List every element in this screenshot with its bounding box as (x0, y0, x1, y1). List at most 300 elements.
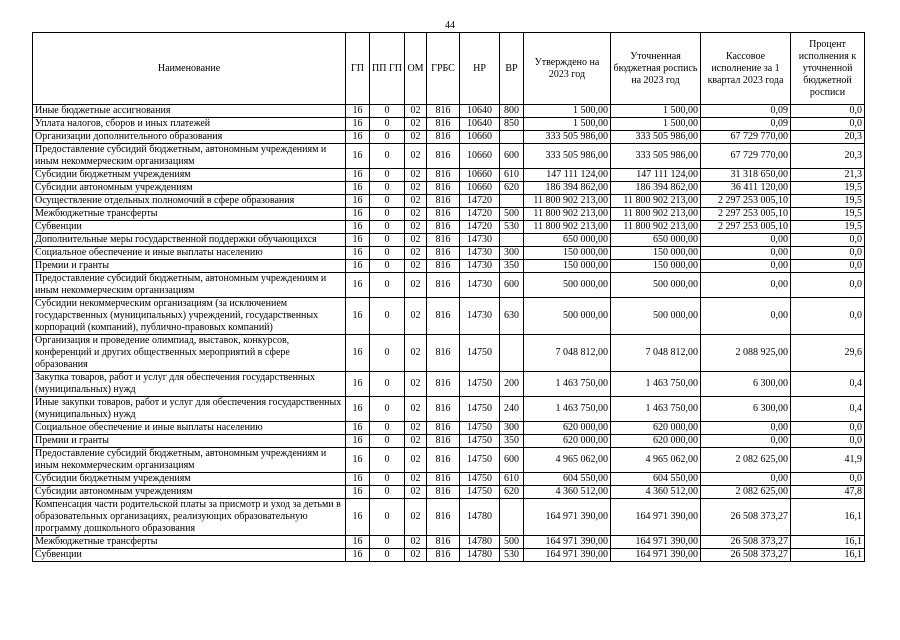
cell-name: Субсидии автономным учреждениям (33, 182, 346, 195)
cell-approved: 150 000,00 (524, 247, 611, 260)
table-row (33, 473, 865, 486)
cell-grbs: 816 (427, 473, 460, 486)
cell-name: Социальное обеспечение и иные выплаты населению (33, 247, 346, 260)
cell-cash: 0,00 (701, 247, 791, 260)
col-header-np: НР (460, 33, 500, 105)
budget-table (32, 32, 865, 562)
cell-gp: 16 (346, 499, 370, 536)
cell-ppgp: 0 (370, 549, 405, 562)
cell-gp: 16 (346, 234, 370, 247)
cell-name: Осуществление отдельных полномочий в сфере образования (33, 195, 346, 208)
cell-ppgp: 0 (370, 221, 405, 234)
cell-gp: 16 (346, 335, 370, 372)
cell-np: 14780 (460, 536, 500, 549)
cell-approved: 164 971 390,00 (524, 536, 611, 549)
cell-percent: 19,5 (791, 208, 865, 221)
cell-approved: 150 000,00 (524, 260, 611, 273)
cell-vr (500, 131, 524, 144)
cell-cash: 26 508 373,27 (701, 536, 791, 549)
cell-om: 02 (405, 221, 427, 234)
cell-ppgp: 0 (370, 247, 405, 260)
cell-name: Субсидии бюджетным учреждениям (33, 473, 346, 486)
cell-grbs: 816 (427, 486, 460, 499)
cell-grbs: 816 (427, 131, 460, 144)
cell-percent: 0,0 (791, 422, 865, 435)
cell-approved: 1 463 750,00 (524, 397, 611, 422)
cell-cash: 0,00 (701, 260, 791, 273)
table-row (33, 397, 865, 422)
table-row (33, 208, 865, 221)
cell-approved: 11 800 902 213,00 (524, 195, 611, 208)
cell-percent: 0,0 (791, 105, 865, 118)
cell-grbs: 816 (427, 169, 460, 182)
cell-approved: 1 500,00 (524, 118, 611, 131)
cell-grbs: 816 (427, 208, 460, 221)
cell-vr: 630 (500, 298, 524, 335)
cell-approved: 620 000,00 (524, 422, 611, 435)
cell-approved: 1 500,00 (524, 105, 611, 118)
cell-refined: 650 000,00 (611, 234, 701, 247)
cell-om: 02 (405, 273, 427, 298)
cell-approved: 604 550,00 (524, 473, 611, 486)
cell-refined: 150 000,00 (611, 247, 701, 260)
cell-percent: 20,3 (791, 144, 865, 169)
cell-refined: 333 505 986,00 (611, 144, 701, 169)
cell-name: Иные закупки товаров, работ и услуг для обеспечения государственных (муниципальных) нужд (33, 397, 346, 422)
cell-om: 02 (405, 195, 427, 208)
cell-cash: 0,00 (701, 298, 791, 335)
cell-cash: 0,00 (701, 422, 791, 435)
cell-name: Предоставление субсидий бюджетным, автономным учреждениям и иным некоммерческим организациям (33, 273, 346, 298)
cell-grbs: 816 (427, 273, 460, 298)
cell-grbs: 816 (427, 335, 460, 372)
cell-vr: 500 (500, 208, 524, 221)
table-row (33, 169, 865, 182)
cell-np: 14750 (460, 435, 500, 448)
cell-percent: 47,8 (791, 486, 865, 499)
cell-refined: 1 463 750,00 (611, 397, 701, 422)
cell-percent: 0,0 (791, 273, 865, 298)
cell-vr: 600 (500, 144, 524, 169)
cell-vr: 350 (500, 435, 524, 448)
cell-om: 02 (405, 372, 427, 397)
cell-np: 14750 (460, 422, 500, 435)
cell-gp: 16 (346, 118, 370, 131)
cell-grbs: 816 (427, 448, 460, 473)
cell-np: 14720 (460, 221, 500, 234)
cell-grbs: 816 (427, 221, 460, 234)
cell-gp: 16 (346, 273, 370, 298)
cell-gp: 16 (346, 473, 370, 486)
cell-om: 02 (405, 144, 427, 169)
cell-gp: 16 (346, 247, 370, 260)
cell-cash: 26 508 373,27 (701, 549, 791, 562)
col-header-ppgp: ПП ГП (370, 33, 405, 105)
cell-gp: 16 (346, 182, 370, 195)
cell-grbs: 816 (427, 260, 460, 273)
cell-grbs: 816 (427, 195, 460, 208)
cell-percent: 0,0 (791, 473, 865, 486)
cell-cash: 0,09 (701, 118, 791, 131)
col-header-name: Наименование (33, 33, 346, 105)
cell-vr: 300 (500, 422, 524, 435)
cell-ppgp: 0 (370, 397, 405, 422)
cell-percent: 0,0 (791, 247, 865, 260)
cell-percent: 0,0 (791, 234, 865, 247)
cell-gp: 16 (346, 131, 370, 144)
cell-cash: 2 297 253 005,10 (701, 221, 791, 234)
cell-approved: 7 048 812,00 (524, 335, 611, 372)
cell-vr: 530 (500, 549, 524, 562)
cell-ppgp: 0 (370, 131, 405, 144)
cell-vr (500, 335, 524, 372)
cell-refined: 11 800 902 213,00 (611, 221, 701, 234)
cell-cash: 2 297 253 005,10 (701, 195, 791, 208)
cell-grbs: 816 (427, 118, 460, 131)
table-row (33, 499, 865, 536)
cell-name: Субсидии некоммерческим организациям (за исключением государственных (муниципальных) учреждений, государственных корпораций (компаний), публично-правовых компаний) (33, 298, 346, 335)
table-row (33, 221, 865, 234)
cell-om: 02 (405, 448, 427, 473)
cell-approved: 147 111 124,00 (524, 169, 611, 182)
cell-cash: 0,09 (701, 105, 791, 118)
table-row (33, 448, 865, 473)
cell-grbs: 816 (427, 422, 460, 435)
cell-approved: 4 360 512,00 (524, 486, 611, 499)
cell-np: 14720 (460, 195, 500, 208)
cell-approved: 11 800 902 213,00 (524, 221, 611, 234)
cell-ppgp: 0 (370, 335, 405, 372)
cell-percent: 0,4 (791, 397, 865, 422)
cell-om: 02 (405, 234, 427, 247)
cell-vr: 850 (500, 118, 524, 131)
cell-np: 10660 (460, 182, 500, 195)
table-row (33, 234, 865, 247)
table-row (33, 131, 865, 144)
cell-ppgp: 0 (370, 105, 405, 118)
cell-gp: 16 (346, 372, 370, 397)
cell-vr (500, 195, 524, 208)
cell-gp: 16 (346, 208, 370, 221)
col-header-approved: Утверждено на 2023 год (524, 33, 611, 105)
cell-percent: 19,5 (791, 195, 865, 208)
cell-gp: 16 (346, 221, 370, 234)
cell-vr: 530 (500, 221, 524, 234)
cell-percent: 0,0 (791, 298, 865, 335)
cell-om: 02 (405, 536, 427, 549)
cell-refined: 7 048 812,00 (611, 335, 701, 372)
cell-refined: 1 500,00 (611, 105, 701, 118)
cell-np: 14730 (460, 260, 500, 273)
cell-cash: 2 082 625,00 (701, 486, 791, 499)
cell-name: Закупка товаров, работ и услуг для обеспечения государственных (муниципальных) нужд (33, 372, 346, 397)
cell-ppgp: 0 (370, 118, 405, 131)
table-row (33, 118, 865, 131)
table-row (33, 372, 865, 397)
cell-grbs: 816 (427, 397, 460, 422)
cell-percent: 0,4 (791, 372, 865, 397)
cell-vr: 620 (500, 486, 524, 499)
table-row (33, 195, 865, 208)
cell-ppgp: 0 (370, 372, 405, 397)
cell-percent: 0,0 (791, 118, 865, 131)
cell-grbs: 816 (427, 435, 460, 448)
cell-vr: 500 (500, 536, 524, 549)
col-header-percent: Процент исполнения к уточненной бюджетной росписи (791, 33, 865, 105)
cell-ppgp: 0 (370, 448, 405, 473)
cell-approved: 650 000,00 (524, 234, 611, 247)
cell-cash: 6 300,00 (701, 372, 791, 397)
cell-name: Премии и гранты (33, 260, 346, 273)
cell-name: Межбюджетные трансферты (33, 208, 346, 221)
cell-refined: 186 394 862,00 (611, 182, 701, 195)
cell-om: 02 (405, 118, 427, 131)
cell-name: Компенсация части родительской платы за присмотр и уход за детьми в образовательных организациях, реализующих образовательную программу дошкольного образования (33, 499, 346, 536)
cell-om: 02 (405, 549, 427, 562)
cell-cash: 0,00 (701, 273, 791, 298)
cell-cash: 0,00 (701, 234, 791, 247)
cell-name: Организация и проведение олимпиад, выставок, конкурсов, конференций и других общественных мероприятий в сфере образования (33, 335, 346, 372)
cell-vr: 600 (500, 273, 524, 298)
col-header-om: ОМ (405, 33, 427, 105)
cell-name: Субвенции (33, 221, 346, 234)
cell-ppgp: 0 (370, 260, 405, 273)
cell-refined: 1 500,00 (611, 118, 701, 131)
cell-vr (500, 234, 524, 247)
cell-np: 10640 (460, 105, 500, 118)
col-header-grbs: ГРБС (427, 33, 460, 105)
cell-refined: 4 360 512,00 (611, 486, 701, 499)
cell-approved: 500 000,00 (524, 273, 611, 298)
cell-approved: 186 394 862,00 (524, 182, 611, 195)
table-row (33, 422, 865, 435)
cell-refined: 147 111 124,00 (611, 169, 701, 182)
cell-ppgp: 0 (370, 422, 405, 435)
cell-grbs: 816 (427, 144, 460, 169)
table-row (33, 335, 865, 372)
cell-name: Иные бюджетные ассигнования (33, 105, 346, 118)
col-header-cash: Кассовое исполнение за 1 квартал 2023 года (701, 33, 791, 105)
cell-approved: 500 000,00 (524, 298, 611, 335)
cell-np: 14780 (460, 499, 500, 536)
cell-cash: 67 729 770,00 (701, 144, 791, 169)
cell-vr: 300 (500, 247, 524, 260)
cell-vr: 610 (500, 473, 524, 486)
cell-gp: 16 (346, 448, 370, 473)
cell-np: 14750 (460, 335, 500, 372)
cell-om: 02 (405, 486, 427, 499)
cell-refined: 164 971 390,00 (611, 499, 701, 536)
cell-approved: 11 800 902 213,00 (524, 208, 611, 221)
cell-om: 02 (405, 131, 427, 144)
cell-name: Субсидии автономным учреждениям (33, 486, 346, 499)
table-row (33, 247, 865, 260)
cell-np: 14730 (460, 298, 500, 335)
cell-ppgp: 0 (370, 298, 405, 335)
cell-np: 14720 (460, 208, 500, 221)
cell-gp: 16 (346, 536, 370, 549)
cell-percent: 29,6 (791, 335, 865, 372)
cell-refined: 620 000,00 (611, 435, 701, 448)
cell-approved: 1 463 750,00 (524, 372, 611, 397)
cell-om: 02 (405, 298, 427, 335)
cell-name: Уплата налогов, сборов и иных платежей (33, 118, 346, 131)
cell-ppgp: 0 (370, 435, 405, 448)
cell-cash: 2 088 925,00 (701, 335, 791, 372)
table-row (33, 536, 865, 549)
cell-name: Предоставление субсидий бюджетным, автономным учреждениям и иным некоммерческим организациям (33, 144, 346, 169)
cell-percent: 20,3 (791, 131, 865, 144)
cell-vr: 600 (500, 448, 524, 473)
cell-grbs: 816 (427, 298, 460, 335)
cell-om: 02 (405, 208, 427, 221)
cell-ppgp: 0 (370, 536, 405, 549)
cell-om: 02 (405, 397, 427, 422)
cell-name: Субвенции (33, 549, 346, 562)
cell-cash: 6 300,00 (701, 397, 791, 422)
cell-gp: 16 (346, 144, 370, 169)
table-row (33, 298, 865, 335)
cell-refined: 164 971 390,00 (611, 536, 701, 549)
cell-om: 02 (405, 105, 427, 118)
cell-percent: 16,1 (791, 536, 865, 549)
cell-om: 02 (405, 499, 427, 536)
cell-om: 02 (405, 473, 427, 486)
cell-gp: 16 (346, 298, 370, 335)
cell-grbs: 816 (427, 182, 460, 195)
cell-refined: 164 971 390,00 (611, 549, 701, 562)
cell-np: 14780 (460, 549, 500, 562)
cell-percent: 0,0 (791, 435, 865, 448)
cell-refined: 11 800 902 213,00 (611, 208, 701, 221)
cell-percent: 0,0 (791, 260, 865, 273)
cell-name: Дополнительные меры государственной поддержки обучающихся (33, 234, 346, 247)
cell-cash: 0,00 (701, 473, 791, 486)
cell-grbs: 816 (427, 234, 460, 247)
cell-refined: 500 000,00 (611, 273, 701, 298)
cell-om: 02 (405, 169, 427, 182)
cell-gp: 16 (346, 435, 370, 448)
cell-grbs: 816 (427, 499, 460, 536)
cell-np: 14730 (460, 234, 500, 247)
cell-ppgp: 0 (370, 473, 405, 486)
cell-vr: 350 (500, 260, 524, 273)
page-number: 44 (445, 20, 455, 31)
cell-cash: 31 318 650,00 (701, 169, 791, 182)
cell-gp: 16 (346, 422, 370, 435)
cell-np: 14750 (460, 372, 500, 397)
table-row (33, 273, 865, 298)
cell-np: 10640 (460, 118, 500, 131)
cell-refined: 500 000,00 (611, 298, 701, 335)
cell-ppgp: 0 (370, 208, 405, 221)
cell-vr: 240 (500, 397, 524, 422)
col-header-refined: Уточненная бюджетная роспись на 2023 год (611, 33, 701, 105)
cell-refined: 4 965 062,00 (611, 448, 701, 473)
table-row (33, 549, 865, 562)
cell-gp: 16 (346, 486, 370, 499)
cell-grbs: 816 (427, 247, 460, 260)
cell-om: 02 (405, 335, 427, 372)
cell-gp: 16 (346, 195, 370, 208)
cell-approved: 164 971 390,00 (524, 499, 611, 536)
cell-grbs: 816 (427, 536, 460, 549)
cell-gp: 16 (346, 260, 370, 273)
cell-percent: 16,1 (791, 549, 865, 562)
table-row (33, 486, 865, 499)
cell-name: Межбюджетные трансферты (33, 536, 346, 549)
cell-refined: 604 550,00 (611, 473, 701, 486)
table-row (33, 105, 865, 118)
cell-ppgp: 0 (370, 234, 405, 247)
cell-np: 10660 (460, 169, 500, 182)
table-row (33, 435, 865, 448)
cell-approved: 164 971 390,00 (524, 549, 611, 562)
cell-approved: 333 505 986,00 (524, 131, 611, 144)
cell-grbs: 816 (427, 372, 460, 397)
table-header-row (33, 33, 865, 105)
cell-ppgp: 0 (370, 169, 405, 182)
cell-np: 10660 (460, 144, 500, 169)
cell-np: 14750 (460, 397, 500, 422)
cell-approved: 620 000,00 (524, 435, 611, 448)
cell-name: Предоставление субсидий бюджетным, автономным учреждениям и иным некоммерческим организациям (33, 448, 346, 473)
cell-ppgp: 0 (370, 182, 405, 195)
cell-om: 02 (405, 422, 427, 435)
cell-om: 02 (405, 435, 427, 448)
cell-ppgp: 0 (370, 273, 405, 298)
cell-approved: 4 965 062,00 (524, 448, 611, 473)
cell-vr (500, 499, 524, 536)
cell-name: Организации дополнительного образования (33, 131, 346, 144)
cell-cash: 26 508 373,27 (701, 499, 791, 536)
cell-om: 02 (405, 247, 427, 260)
cell-refined: 1 463 750,00 (611, 372, 701, 397)
cell-np: 14750 (460, 486, 500, 499)
cell-om: 02 (405, 182, 427, 195)
cell-vr: 620 (500, 182, 524, 195)
cell-om: 02 (405, 260, 427, 273)
cell-refined: 333 505 986,00 (611, 131, 701, 144)
cell-percent: 19,5 (791, 182, 865, 195)
cell-percent: 19,5 (791, 221, 865, 234)
cell-gp: 16 (346, 169, 370, 182)
cell-ppgp: 0 (370, 195, 405, 208)
col-header-gp: ГП (346, 33, 370, 105)
cell-percent: 41,9 (791, 448, 865, 473)
cell-np: 14730 (460, 273, 500, 298)
cell-approved: 333 505 986,00 (524, 144, 611, 169)
cell-grbs: 816 (427, 105, 460, 118)
cell-refined: 620 000,00 (611, 422, 701, 435)
col-header-vr: ВР (500, 33, 524, 105)
cell-refined: 150 000,00 (611, 260, 701, 273)
cell-cash: 2 297 253 005,10 (701, 208, 791, 221)
cell-percent: 16,1 (791, 499, 865, 536)
cell-ppgp: 0 (370, 486, 405, 499)
cell-cash: 36 411 120,00 (701, 182, 791, 195)
table-row (33, 144, 865, 169)
cell-cash: 67 729 770,00 (701, 131, 791, 144)
cell-np: 14750 (460, 473, 500, 486)
table-row (33, 182, 865, 195)
cell-vr: 610 (500, 169, 524, 182)
cell-name: Социальное обеспечение и иные выплаты населению (33, 422, 346, 435)
cell-ppgp: 0 (370, 499, 405, 536)
cell-cash: 0,00 (701, 435, 791, 448)
cell-name: Премии и гранты (33, 435, 346, 448)
cell-vr: 200 (500, 372, 524, 397)
